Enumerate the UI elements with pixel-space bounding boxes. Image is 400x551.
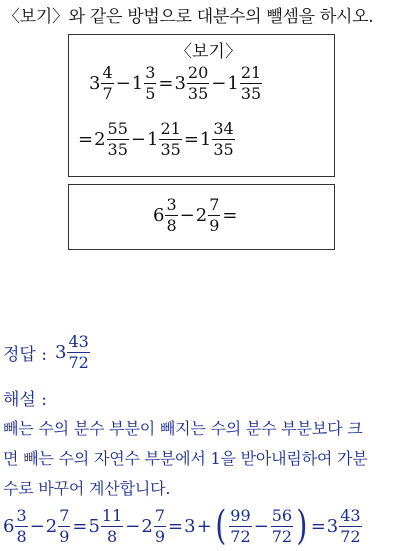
problem-expression (153, 197, 238, 234)
fraction: $\frac{3}{8}$ (16, 505, 27, 546)
fraction: $\frac{3}{8}$ (166, 195, 177, 235)
example-line-1 (89, 65, 263, 102)
fraction: $\frac{4}{7}$ (102, 63, 113, 103)
mixed-int: 2 (94, 129, 106, 150)
fraction: $\frac{43}{72}$ (340, 505, 361, 546)
mixed-int: 1 (147, 129, 159, 150)
answer-line (3, 334, 91, 371)
equals-sign: = (222, 205, 238, 226)
fraction: $\frac{21}{35}$ (160, 119, 181, 159)
fraction: $\frac{56}{72}$ (271, 505, 293, 546)
explanation-line-3: 수로 바꾸어 계산합니다. (3, 479, 171, 498)
minus-sign: − (179, 205, 195, 226)
plus-sign: + (196, 515, 212, 537)
problem-box (68, 184, 335, 250)
minus-sign: − (125, 515, 141, 537)
mixed-int: 3 (89, 73, 101, 94)
mixed-int: 1 (131, 73, 144, 94)
minus-sign: − (130, 129, 146, 150)
answer-label: 정답 : (3, 345, 47, 365)
mixed-int: 2 (195, 205, 208, 226)
equals-sign: = (183, 129, 199, 150)
fraction: $\frac{3}{5}$ (145, 63, 156, 103)
equals-sign: = (158, 73, 174, 94)
mixed-int: 2 (45, 515, 58, 537)
mixed-int: 2 (141, 515, 153, 537)
fraction: $\frac{55}{35}$ (107, 119, 128, 159)
explanation-label: 해설 : (3, 390, 47, 410)
mixed-int: 3 (326, 515, 339, 537)
question-text: 〈보기〉와 같은 방법으로 대분수의 뺄셈을 하시오. (3, 7, 374, 27)
mixed-int: 1 (199, 129, 212, 150)
equals-sign: = (168, 515, 184, 537)
answer-fraction: $\frac{43}{72}$ (68, 332, 89, 372)
example-title: 〈보기〉 (175, 42, 242, 62)
minus-sign: − (211, 73, 227, 94)
mixed-int: 3 (174, 73, 186, 94)
left-paren: ( (214, 503, 226, 549)
mixed-int: 5 (88, 515, 100, 537)
fraction: $\frac{7}{9}$ (209, 195, 220, 235)
fraction: $\frac{11}{8}$ (101, 505, 123, 546)
example-line-2 (77, 121, 236, 158)
right-paren: ) (296, 503, 308, 549)
fraction: $\frac{21}{35}$ (240, 63, 262, 103)
equals-sign: = (78, 129, 94, 150)
fraction: $\frac{34}{35}$ (213, 119, 234, 159)
fraction: $\frac{7}{9}$ (59, 505, 70, 546)
explanation-calculation (3, 503, 363, 549)
explanation-line-2: 면 빼는 수의 자연수 부분에서 1을 받아내림하여 가분 (3, 449, 368, 468)
mixed-int: 1 (227, 73, 239, 94)
minus-sign: − (29, 515, 45, 537)
equals-sign: = (310, 515, 326, 537)
mixed-int: 6 (153, 205, 165, 226)
example-box (68, 34, 335, 177)
answer-int: 3 (54, 342, 67, 363)
explanation-line-1: 빼는 수의 분수 부분이 빼지는 수의 분수 부분보다 크 (3, 419, 363, 438)
whole-number: 3 (184, 515, 196, 537)
mixed-int: 6 (3, 515, 15, 537)
fraction: $\frac{99}{72}$ (230, 505, 251, 546)
minus-sign: − (253, 515, 269, 537)
equals-sign: = (72, 515, 88, 537)
fraction: $\frac{7}{9}$ (154, 505, 166, 546)
parenthesized-group (213, 503, 310, 549)
fraction: $\frac{20}{35}$ (187, 63, 209, 103)
minus-sign: − (115, 73, 131, 94)
